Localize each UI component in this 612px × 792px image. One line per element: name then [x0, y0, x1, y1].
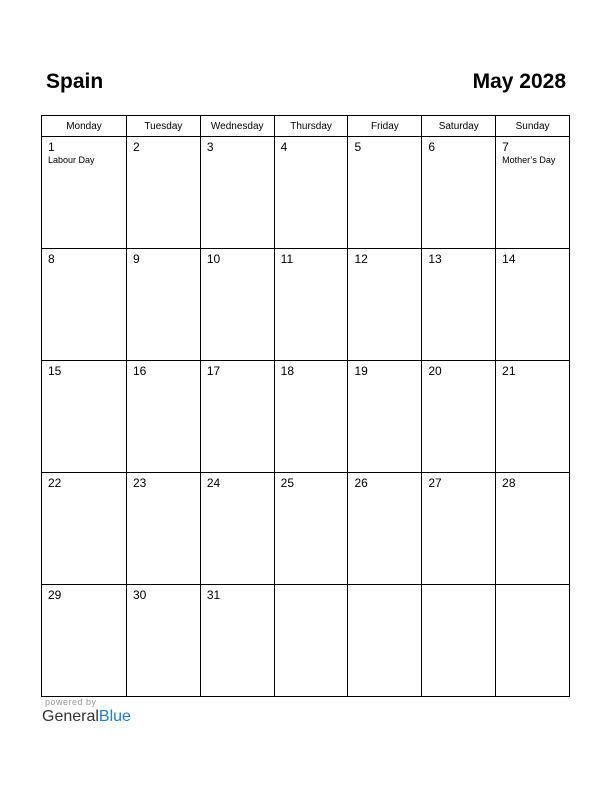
weekday-header: Wednesday — [200, 116, 274, 137]
day-number: 15 — [48, 364, 62, 378]
calendar-day-cell — [496, 249, 570, 361]
day-number: 18 — [280, 364, 295, 378]
calendar-grid — [41, 115, 570, 688]
calendar-day-cell — [200, 585, 274, 697]
calendar-week-row — [42, 473, 570, 585]
calendar-day-cell — [200, 361, 274, 473]
day-number: 8 — [48, 252, 55, 266]
day-number: 25 — [280, 476, 295, 490]
calendar-day-cell — [42, 361, 127, 473]
day-number: 22 — [48, 476, 62, 490]
day-number: 1 — [48, 140, 55, 154]
calendar-day-cell — [422, 137, 496, 249]
calendar-day-cell — [274, 137, 348, 249]
calendar-day-cell — [200, 137, 274, 249]
calendar-day-cell — [348, 137, 422, 249]
calendar-week-row — [42, 361, 570, 473]
calendar-day-cell — [422, 249, 496, 361]
day-number: 13 — [428, 252, 442, 266]
brand-general: General — [42, 708, 99, 725]
day-number: 29 — [48, 588, 62, 602]
day-number: 16 — [133, 364, 147, 378]
month-year-title: May 2028 — [472, 70, 566, 93]
calendar-day-cell — [496, 137, 570, 249]
calendar-day-cell — [127, 249, 201, 361]
calendar-day-cell — [127, 585, 201, 697]
day-number: 9 — [133, 252, 140, 266]
calendar-day-cell — [274, 249, 348, 361]
calendar-day-cell — [127, 137, 201, 249]
calendar-day-cell — [42, 249, 127, 361]
calendar-day-cell — [348, 473, 422, 585]
day-number: 21 — [502, 364, 516, 378]
brand-logo — [42, 708, 131, 726]
calendar-day-cell — [200, 249, 274, 361]
calendar-day-cell — [274, 473, 348, 585]
day-number: 11 — [280, 252, 294, 266]
calendar-day-cell — [422, 473, 496, 585]
day-number: 12 — [354, 252, 368, 266]
calendar-day-cell — [348, 585, 422, 697]
day-number: 24 — [206, 476, 221, 490]
calendar-day-cell — [42, 585, 127, 697]
calendar-day-cell — [348, 361, 422, 473]
day-number: 4 — [280, 140, 288, 154]
holiday-label: Labour Day — [48, 155, 95, 165]
day-number: 20 — [428, 364, 442, 378]
weekday-header: Tuesday — [127, 116, 201, 137]
day-number: 30 — [133, 588, 147, 602]
calendar-day-cell — [274, 585, 348, 697]
weekday-header: Thursday — [274, 116, 348, 137]
calendar-day-cell — [127, 473, 201, 585]
calendar-day-cell — [496, 361, 570, 473]
calendar-day-cell — [422, 361, 496, 473]
day-number: 28 — [502, 476, 516, 490]
weekday-header: Monday — [42, 116, 127, 137]
calendar-day-cell — [274, 361, 348, 473]
powered-by-label: powered by — [45, 697, 97, 707]
calendar-week-row — [42, 137, 570, 249]
calendar-day-cell — [348, 249, 422, 361]
calendar-week-row — [42, 585, 570, 697]
day-number: 5 — [354, 140, 362, 154]
day-number: 17 — [206, 364, 221, 378]
day-number: 7 — [502, 140, 509, 154]
day-number: 10 — [206, 252, 221, 266]
country-title: Spain — [46, 70, 104, 93]
weekday-header: Friday — [348, 116, 422, 137]
calendar-day-cell — [422, 585, 496, 697]
calendar-week-row — [42, 249, 570, 361]
calendar-day-cell — [42, 473, 127, 585]
day-number: 23 — [133, 476, 147, 490]
brand-blue: Blue — [98, 708, 131, 725]
day-number: 26 — [354, 476, 368, 490]
calendar-day-cell — [496, 585, 570, 697]
day-number: 2 — [133, 140, 140, 154]
day-number: 6 — [428, 140, 435, 154]
day-number: 31 — [206, 588, 221, 602]
day-number: 14 — [502, 252, 516, 266]
day-number: 27 — [428, 476, 442, 490]
day-number: 19 — [354, 364, 368, 378]
day-number: 3 — [206, 140, 214, 154]
calendar-day-cell — [496, 473, 570, 585]
weekday-header-row — [42, 116, 570, 137]
holiday-label: Mother’s Day — [502, 155, 556, 165]
weekday-header: Saturday — [422, 116, 496, 137]
calendar-day-cell — [127, 361, 201, 473]
weekday-header: Sunday — [496, 116, 570, 137]
calendar-day-cell — [42, 137, 127, 249]
calendar-day-cell — [200, 473, 274, 585]
